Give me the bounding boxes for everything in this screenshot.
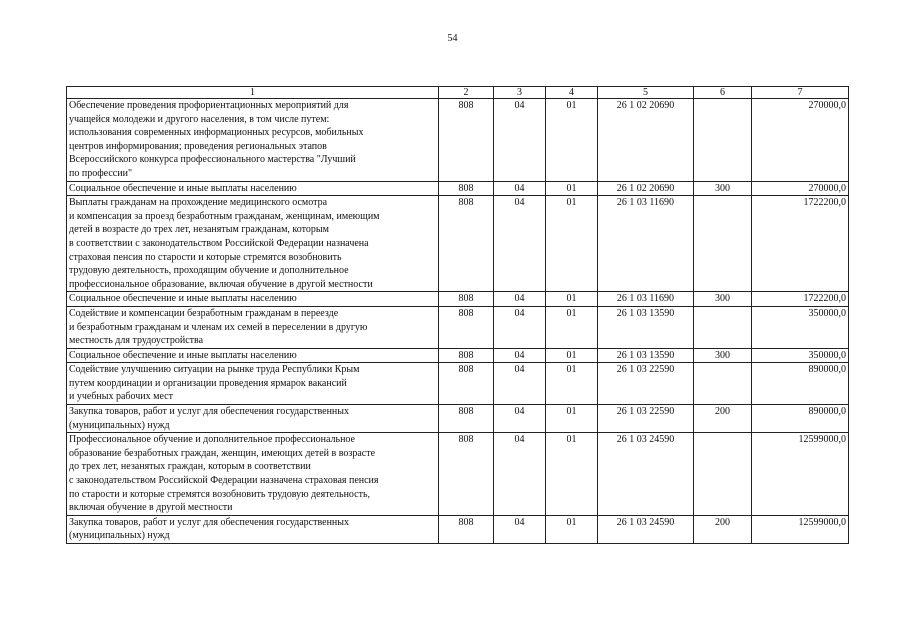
cell-amount: 890000,0: [752, 405, 849, 433]
cell-ministry-code: 808: [439, 181, 494, 196]
cell-ministry-code: 808: [439, 405, 494, 433]
cell-section: 04: [494, 306, 546, 348]
cell-name: Закупка товаров, работ и услуг для обеспечения государственных (муниципальных) нужд: [67, 515, 439, 543]
table-row: [67, 515, 849, 543]
cell-expense-type: 200: [694, 515, 752, 543]
cell-section: 04: [494, 181, 546, 196]
header-col-7: 7: [752, 87, 849, 99]
cell-ministry-code: 808: [439, 99, 494, 182]
cell-amount: 12599000,0: [752, 515, 849, 543]
cell-name: Закупка товаров, работ и услуг для обеспечения государственных (муниципальных) нужд: [67, 405, 439, 433]
cell-amount: 270000,0: [752, 181, 849, 196]
cell-subsection: 01: [546, 196, 598, 292]
table-row: [67, 405, 849, 433]
cell-expense-type: 200: [694, 405, 752, 433]
cell-expense-type: [694, 196, 752, 292]
header-col-6: 6: [694, 87, 752, 99]
cell-target-article: 26 1 03 11690: [598, 292, 694, 307]
cell-amount: 350000,0: [752, 306, 849, 348]
cell-ministry-code: 808: [439, 363, 494, 405]
cell-subsection: 01: [546, 306, 598, 348]
cell-ministry-code: 808: [439, 196, 494, 292]
cell-target-article: 26 1 03 22590: [598, 405, 694, 433]
cell-target-article: 26 1 03 13590: [598, 306, 694, 348]
cell-expense-type: 300: [694, 292, 752, 307]
table-row: [67, 306, 849, 348]
cell-expense-type: 300: [694, 348, 752, 363]
cell-subsection: 01: [546, 292, 598, 307]
table-row: [67, 363, 849, 405]
cell-subsection: 01: [546, 348, 598, 363]
header-col-1: 1: [67, 87, 439, 99]
cell-subsection: 01: [546, 433, 598, 516]
cell-subsection: 01: [546, 181, 598, 196]
cell-ministry-code: 808: [439, 433, 494, 516]
cell-section: 04: [494, 515, 546, 543]
cell-expense-type: [694, 99, 752, 182]
cell-amount: 1722200,0: [752, 292, 849, 307]
cell-expense-type: 300: [694, 181, 752, 196]
cell-subsection: 01: [546, 99, 598, 182]
header-col-5: 5: [598, 87, 694, 99]
table-body: [67, 99, 849, 544]
table-row: [67, 196, 849, 292]
cell-section: 04: [494, 196, 546, 292]
cell-expense-type: [694, 306, 752, 348]
header-col-3: 3: [494, 87, 546, 99]
cell-target-article: 26 1 03 22590: [598, 363, 694, 405]
cell-section: 04: [494, 433, 546, 516]
cell-name: Социальное обеспечение и иные выплаты населению: [67, 348, 439, 363]
cell-section: 04: [494, 405, 546, 433]
cell-expense-type: [694, 363, 752, 405]
header-row: [67, 87, 849, 99]
cell-target-article: 26 1 02 20690: [598, 181, 694, 196]
cell-section: 04: [494, 348, 546, 363]
page-number: 54: [447, 33, 458, 44]
cell-name: Социальное обеспечение и иные выплаты населению: [67, 292, 439, 307]
cell-target-article: 26 1 02 20690: [598, 99, 694, 182]
table-row: [67, 348, 849, 363]
cell-name: Содействие и компенсации безработным гражданам в переезде и безработным гражданам и членам их семей в переселении в другую местность для трудоустройства: [67, 306, 439, 348]
cell-name: Социальное обеспечение и иные выплаты населению: [67, 181, 439, 196]
cell-amount: 270000,0: [752, 99, 849, 182]
table-row: [67, 433, 849, 516]
table-row: [67, 181, 849, 196]
cell-target-article: 26 1 03 13590: [598, 348, 694, 363]
cell-subsection: 01: [546, 515, 598, 543]
cell-subsection: 01: [546, 405, 598, 433]
table-row: [67, 292, 849, 307]
cell-subsection: 01: [546, 363, 598, 405]
header-col-2: 2: [439, 87, 494, 99]
cell-name: Выплаты гражданам на прохождение медицинского осмотра и компенсация за проезд безработным гражданам, женщинам, имеющим детей в возрасте до трех лет, незанятым гражданам, которым в соответствии с законодательством Российской Федерации назначена страховая пенсия по старости и которые стремятся возобновить трудовую деятельность, проходящим обучение и дополнительное профессиональное образование, включая обучение в другой местности: [67, 196, 439, 292]
cell-target-article: 26 1 03 24590: [598, 433, 694, 516]
cell-amount: 1722200,0: [752, 196, 849, 292]
cell-section: 04: [494, 292, 546, 307]
budget-table: [66, 86, 849, 544]
cell-expense-type: [694, 433, 752, 516]
cell-name: Обеспечение проведения профориентационных мероприятий для учащейся молодежи и другого населения, в том числе путем: использования современных информационных ресурсов, мобильных центров информирования; проведения региональных этапов Всероссийского конкурса профессионального мастерства "Лучший по профессии": [67, 99, 439, 182]
cell-amount: 12599000,0: [752, 433, 849, 516]
cell-ministry-code: 808: [439, 348, 494, 363]
cell-target-article: 26 1 03 11690: [598, 196, 694, 292]
table-row: [67, 99, 849, 182]
cell-section: 04: [494, 363, 546, 405]
cell-target-article: 26 1 03 24590: [598, 515, 694, 543]
cell-ministry-code: 808: [439, 306, 494, 348]
cell-name: Профессиональное обучение и дополнительное профессиональное образование безработных граждан, женщин, имеющих детей в возрасте до трех лет, незанятых граждан, которым в соответствии с законодательством Российской Федерации назначена страховая пенсия по старости и которые стремятся возобновить трудовую деятельность, включая обучение в другой местности: [67, 433, 439, 516]
cell-amount: 890000,0: [752, 363, 849, 405]
table-header: [67, 87, 849, 99]
cell-name: Содействие улучшению ситуации на рынке труда Республики Крым путем координации и организации проведения ярмарок вакансий и учебных рабочих мест: [67, 363, 439, 405]
cell-ministry-code: 808: [439, 515, 494, 543]
cell-ministry-code: 808: [439, 292, 494, 307]
header-col-4: 4: [546, 87, 598, 99]
cell-section: 04: [494, 99, 546, 182]
cell-amount: 350000,0: [752, 348, 849, 363]
